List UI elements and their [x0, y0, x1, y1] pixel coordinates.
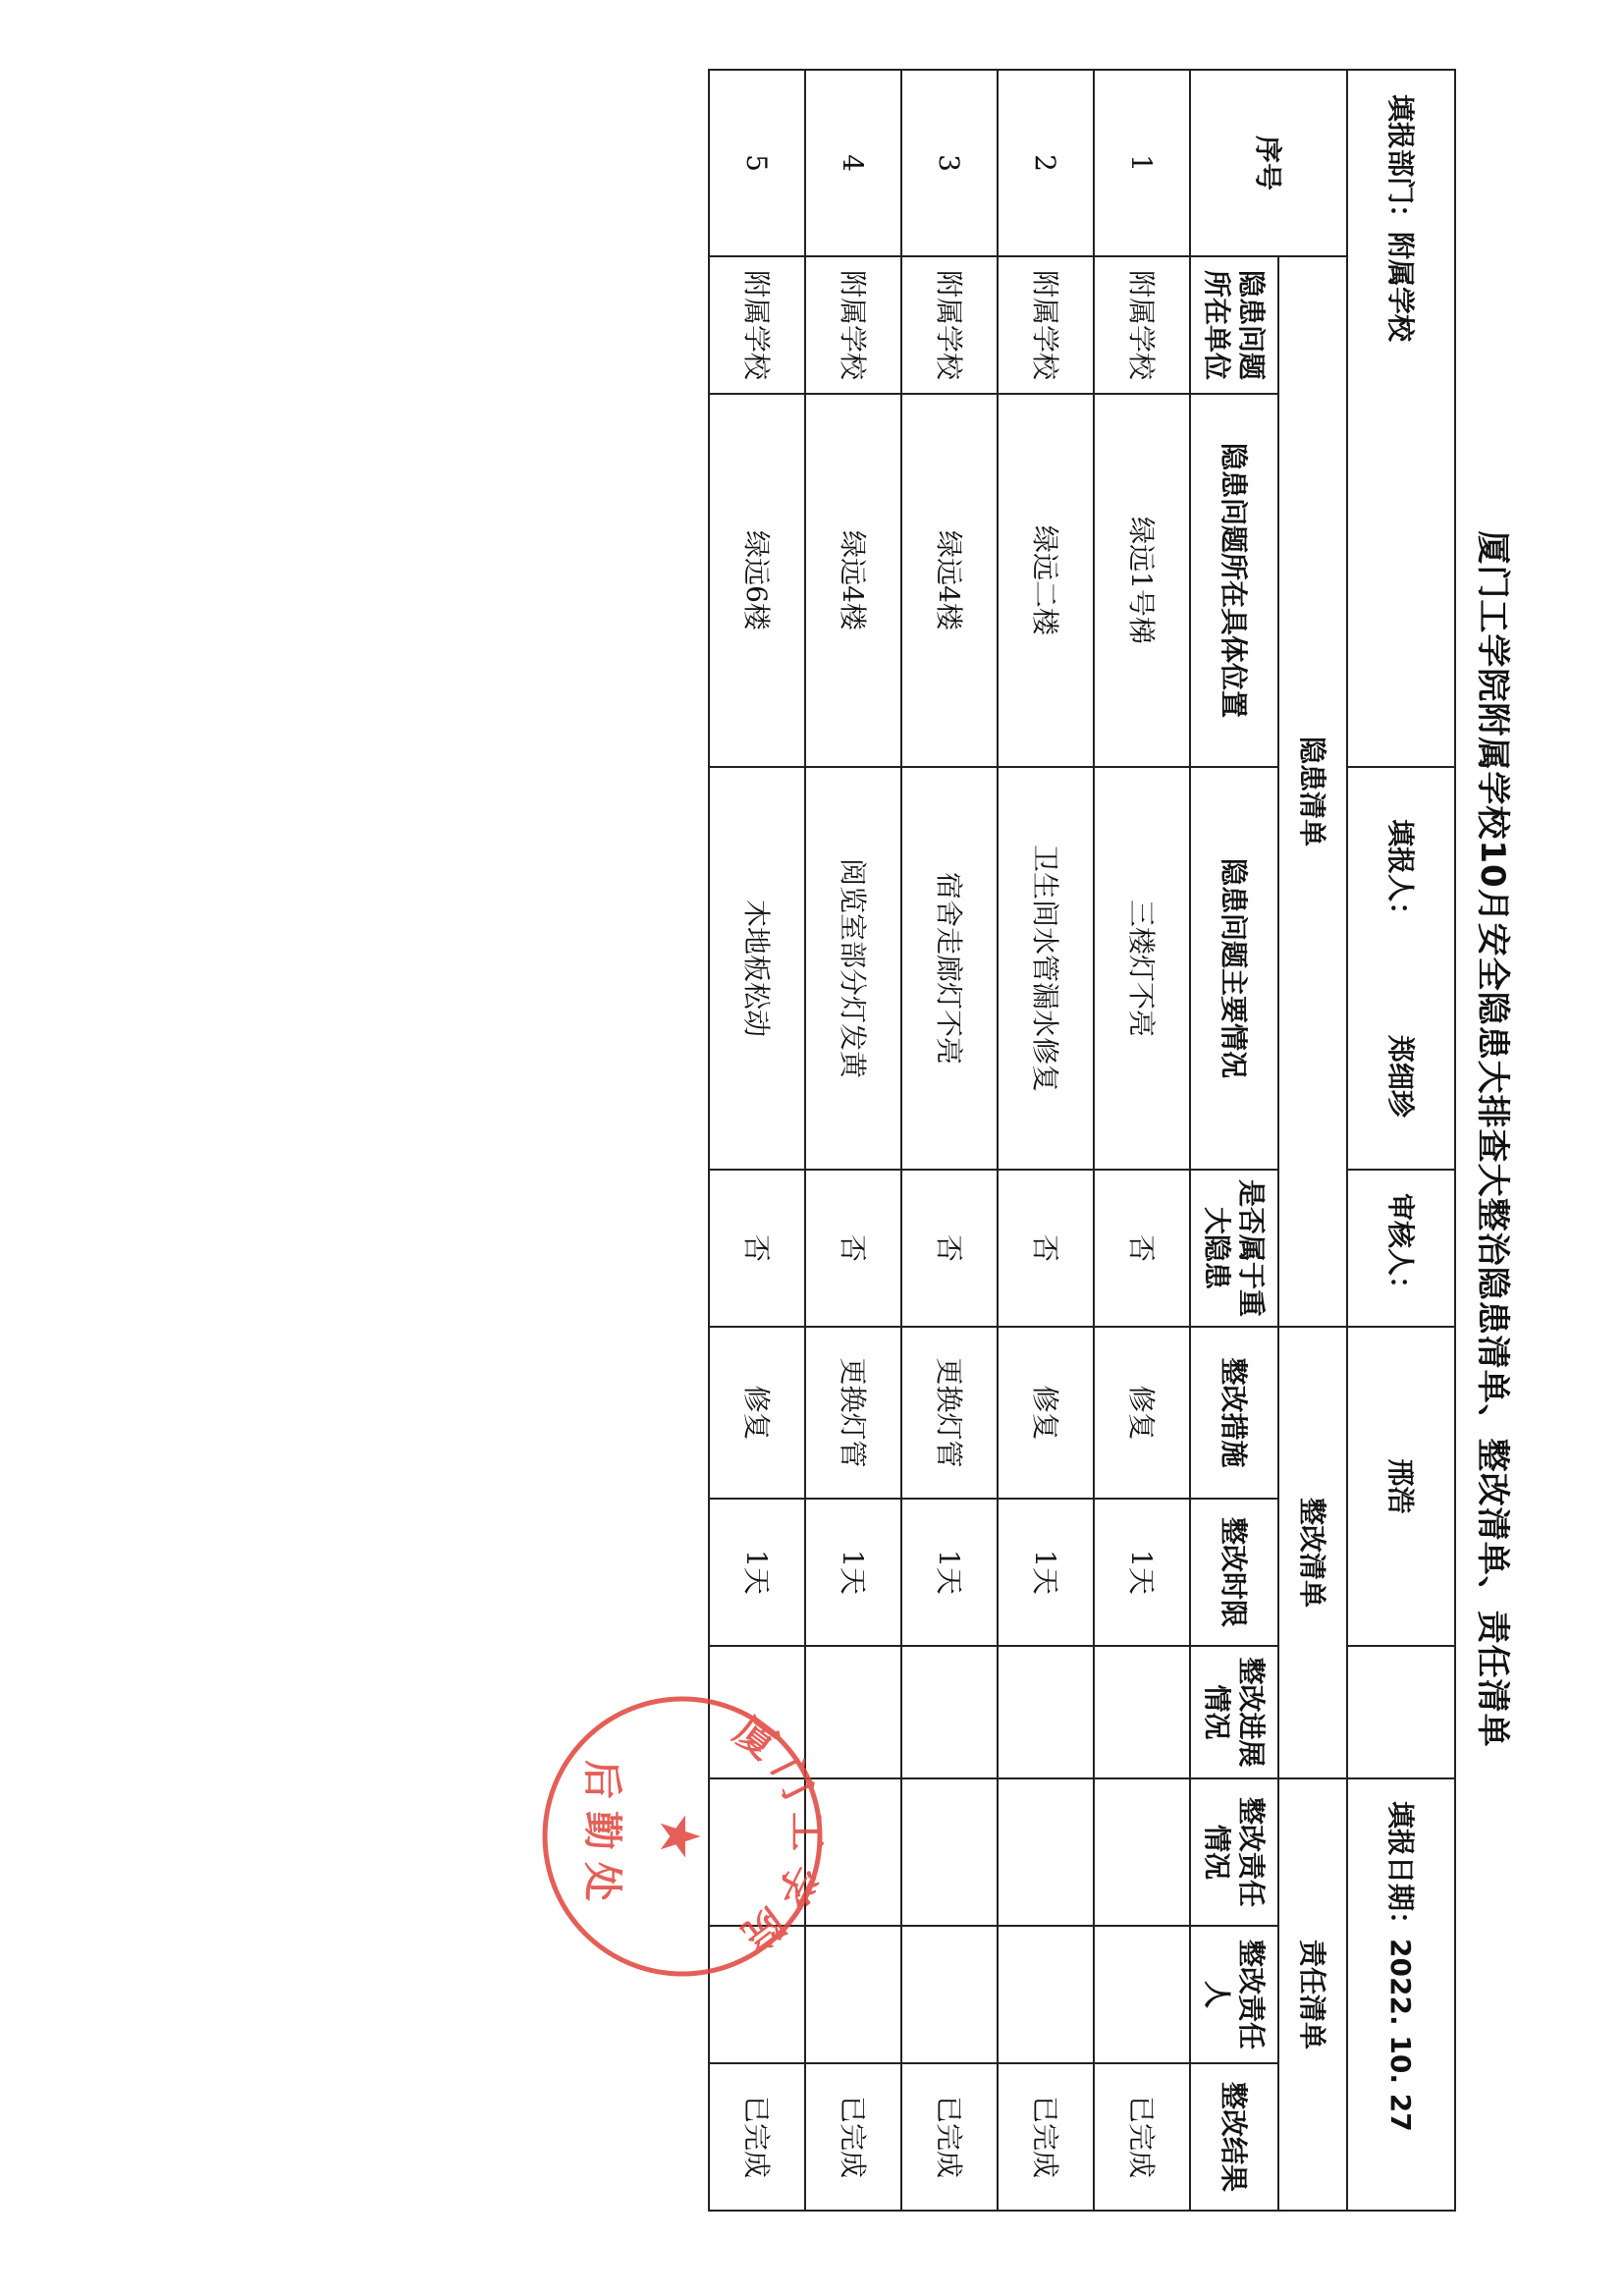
header-result: 整改结果 [1190, 2063, 1278, 2211]
cell-measure: 更换灯管 [901, 1327, 998, 1499]
cell-unit: 附属学校 [1094, 256, 1190, 394]
reviewer-label: 审核人： [1384, 1193, 1418, 1304]
date-cell [1347, 1778, 1455, 2211]
cell-progress [1094, 1646, 1190, 1778]
cell-resp-status [998, 1778, 1094, 1926]
cell-measure: 修复 [709, 1327, 805, 1499]
header-resp-person: 整改责任人 [1190, 1926, 1278, 2063]
seal-bottom-text: 后勤处 [579, 1760, 624, 1913]
cell-deadline: 1天 [709, 1499, 805, 1646]
cell-situation: 卫生间水管漏水修复 [998, 767, 1094, 1170]
cell-deadline: 1天 [901, 1499, 998, 1646]
group-hazard: 隐患清单 [1278, 256, 1347, 1327]
cell-unit: 附属学校 [709, 256, 805, 394]
header-resp-status: 整改责任情况 [1190, 1778, 1278, 1926]
cell-situation: 宿舍走廊灯不亮 [901, 767, 998, 1170]
department-cell [1347, 70, 1455, 767]
cell-resp-person [901, 1926, 998, 2063]
reviewer-label-cell [1347, 1170, 1455, 1327]
table-row [901, 70, 998, 2211]
cell-progress [998, 1646, 1094, 1778]
cell-resp-status [1094, 1778, 1190, 1926]
cell-deadline: 1天 [1094, 1499, 1190, 1646]
header-major: 是否属于重大隐患 [1190, 1170, 1278, 1327]
department-label: 填报部门： [1384, 94, 1418, 233]
date-label: 填报日期： [1384, 1801, 1418, 1940]
cell-result: 已完成 [805, 2063, 901, 2211]
cell-measure: 更换灯管 [805, 1327, 901, 1499]
cell-result: 已完成 [901, 2063, 998, 2211]
cell-major: 否 [901, 1170, 998, 1327]
date-value: 2022. 10. 27 [1384, 1939, 1418, 2132]
group-rectify: 整改清单 [1278, 1327, 1347, 1778]
header-situation: 隐患问题主要情况 [1190, 767, 1278, 1170]
header-deadline: 整改时限 [1190, 1499, 1278, 1646]
cell-location: 绿远6楼 [709, 394, 805, 767]
cell-resp-person [1094, 1926, 1190, 2063]
cell-situation: 木地板松动 [709, 767, 805, 1170]
cell-seq: 4 [805, 70, 901, 256]
header-seq: 序号 [1190, 70, 1347, 256]
reviewer-value: 邢浩 [1384, 1458, 1418, 1514]
cell-location: 绿远二楼 [998, 394, 1094, 767]
cell-seq: 3 [901, 70, 998, 256]
meta-blank-cell [1347, 1646, 1455, 1778]
document-title: 厦门工学院附属学校10月安全隐患大排查大整治隐患清单、整改清单、责任清单 [1473, 530, 1513, 1748]
cell-seq: 1 [1094, 70, 1190, 256]
cell-seq: 5 [709, 70, 805, 256]
cell-major: 否 [998, 1170, 1094, 1327]
cell-situation: 阅览室部分灯发黄 [805, 767, 901, 1170]
cell-location: 绿远4楼 [805, 394, 901, 767]
cell-measure: 修复 [998, 1327, 1094, 1499]
header-unit: 隐患问题所在单位 [1190, 256, 1278, 394]
header-location: 隐患问题所在具体位置 [1190, 394, 1278, 767]
filler-label: 填报人： [1384, 819, 1418, 930]
cell-major: 否 [805, 1170, 901, 1327]
cell-seq: 2 [998, 70, 1094, 256]
header-measure: 整改措施 [1190, 1327, 1278, 1499]
reviewer-value-cell [1347, 1327, 1455, 1646]
cell-result: 已完成 [1094, 2063, 1190, 2211]
cell-deadline: 1天 [998, 1499, 1094, 1646]
cell-location: 绿远1号梯 [1094, 394, 1190, 767]
department-value: 附属学校 [1384, 232, 1418, 343]
cell-unit: 附属学校 [998, 256, 1094, 394]
cell-deadline: 1天 [805, 1499, 901, 1646]
cell-major: 否 [709, 1170, 805, 1327]
cell-location: 绿远4楼 [901, 394, 998, 767]
cell-measure: 修复 [1094, 1327, 1190, 1499]
seal-star-icon: ★ [647, 1811, 711, 1862]
filler-cell [1347, 767, 1455, 1170]
column-header-row [1190, 70, 1278, 2211]
group-responsibility: 责任清单 [1278, 1778, 1347, 2211]
cell-unit: 附属学校 [805, 256, 901, 394]
seal-top-text: 厦门工学院 [726, 1708, 830, 1965]
cell-resp-person [998, 1926, 1094, 2063]
meta-row [1347, 70, 1455, 2211]
filler-value: 郑细珍 [1384, 1034, 1418, 1118]
header-progress: 整改进展情况 [1190, 1646, 1278, 1778]
table-row [998, 70, 1094, 2211]
cell-result: 已完成 [709, 2063, 805, 2211]
cell-resp-status [901, 1778, 998, 1926]
table-row [1094, 70, 1190, 2211]
cell-unit: 附属学校 [901, 256, 998, 394]
group-header-row [1278, 70, 1347, 2211]
cell-result: 已完成 [998, 2063, 1094, 2211]
cell-progress [901, 1646, 998, 1778]
official-seal [535, 1689, 830, 1984]
cell-major: 否 [1094, 1170, 1190, 1327]
cell-situation: 三楼灯不亮 [1094, 767, 1190, 1170]
